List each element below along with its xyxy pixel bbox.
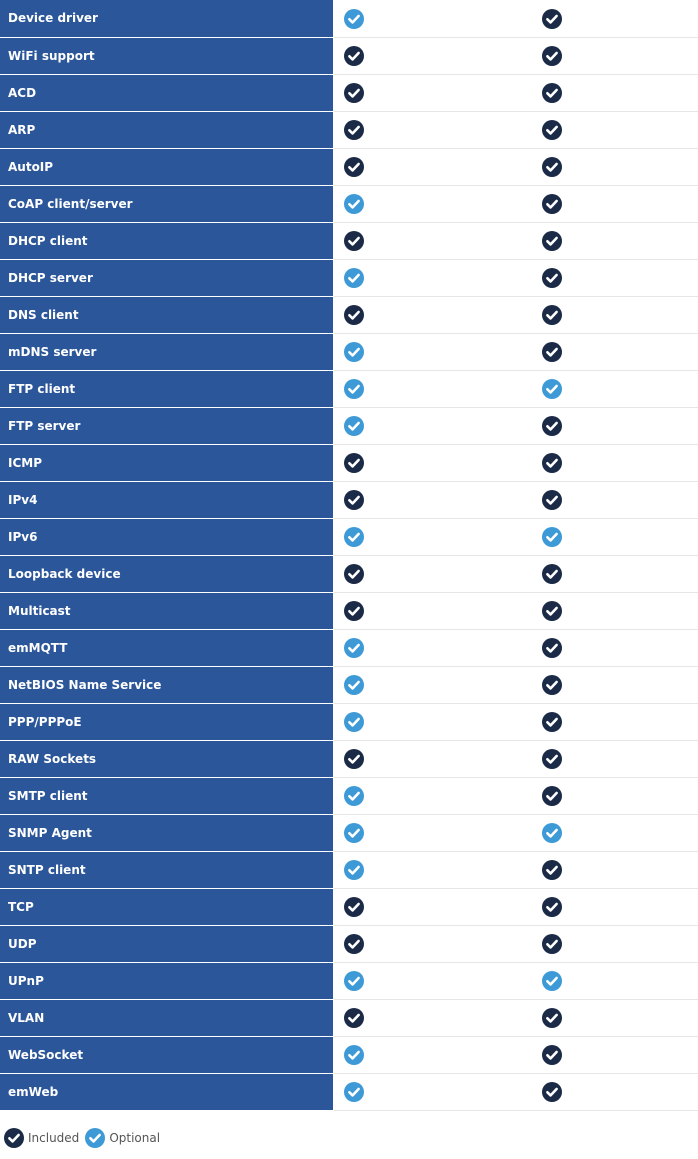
feature-name: SMTP client [0, 777, 333, 814]
column-b-cell [542, 37, 698, 74]
check-circle-included-icon [542, 9, 562, 29]
table-row [0, 111, 698, 148]
column-a-cell [333, 518, 542, 555]
legend [4, 1128, 166, 1148]
column-a-cell [333, 185, 542, 222]
feature-name: SNTP client [0, 851, 333, 888]
column-a-cell [333, 370, 542, 407]
check-circle-optional-icon [344, 9, 364, 29]
column-a-cell [333, 1036, 542, 1073]
check-circle-included-icon [344, 934, 364, 954]
legend-optional-label: Optional [109, 1131, 161, 1145]
table-row [0, 444, 698, 481]
column-a-cell [333, 296, 542, 333]
column-b-cell [542, 518, 698, 555]
check-circle-included-icon [542, 860, 562, 880]
column-b-cell [542, 407, 698, 444]
feature-name: ACD [0, 74, 333, 111]
column-b-cell [542, 777, 698, 814]
check-circle-optional-icon [344, 342, 364, 362]
feature-name: emMQTT [0, 629, 333, 666]
feature-name: TCP [0, 888, 333, 925]
column-b-cell [542, 333, 698, 370]
column-b-cell [542, 703, 698, 740]
feature-name: DNS client [0, 296, 333, 333]
table-row [0, 1036, 698, 1073]
check-circle-optional-icon [344, 712, 364, 732]
check-circle-optional-icon [344, 971, 364, 991]
feature-name: mDNS server [0, 333, 333, 370]
check-circle-included-icon [542, 120, 562, 140]
check-circle-included-icon [542, 1008, 562, 1028]
check-circle-included-icon [542, 157, 562, 177]
column-a-cell [333, 111, 542, 148]
feature-name: FTP client [0, 370, 333, 407]
column-a-cell [333, 777, 542, 814]
check-circle-optional-icon [344, 379, 364, 399]
feature-name: ICMP [0, 444, 333, 481]
table-row [0, 518, 698, 555]
column-a-cell [333, 703, 542, 740]
check-circle-included-icon [344, 897, 364, 917]
table-row [0, 999, 698, 1036]
feature-name: DHCP server [0, 259, 333, 296]
check-circle-included-icon [542, 786, 562, 806]
table-row [0, 703, 698, 740]
column-a-cell [333, 0, 542, 37]
check-circle-included-icon [542, 1045, 562, 1065]
feature-name: DHCP client [0, 222, 333, 259]
column-a-cell [333, 333, 542, 370]
table-row [0, 296, 698, 333]
legend-optional [85, 1128, 160, 1148]
check-circle-included-icon [542, 490, 562, 510]
column-a-cell [333, 925, 542, 962]
check-circle-included-icon [542, 231, 562, 251]
check-circle-optional-icon [344, 527, 364, 547]
column-a-cell [333, 1073, 542, 1110]
table-row [0, 481, 698, 518]
table-row [0, 1073, 698, 1110]
check-circle-optional-icon [344, 416, 364, 436]
column-b-cell [542, 148, 698, 185]
check-circle-included-icon [542, 453, 562, 473]
column-b-cell [542, 814, 698, 851]
feature-name: Device driver [0, 0, 333, 37]
column-a-cell [333, 259, 542, 296]
table-row [0, 259, 698, 296]
column-b-cell [542, 925, 698, 962]
table-row [0, 222, 698, 259]
column-a-cell [333, 37, 542, 74]
check-circle-optional-icon [542, 527, 562, 547]
column-a-cell [333, 962, 542, 999]
feature-name: UPnP [0, 962, 333, 999]
table-row [0, 629, 698, 666]
column-b-cell [542, 1073, 698, 1110]
check-circle-optional-icon [542, 823, 562, 843]
column-a-cell [333, 740, 542, 777]
check-circle-included-icon [542, 268, 562, 288]
column-a-cell [333, 555, 542, 592]
column-b-cell [542, 111, 698, 148]
check-circle-included-icon [344, 601, 364, 621]
feature-name: PPP/PPPoE [0, 703, 333, 740]
check-circle-included-icon [542, 194, 562, 214]
check-circle-included-icon [344, 305, 364, 325]
check-circle-optional-icon [344, 268, 364, 288]
check-circle-included-icon [344, 1008, 364, 1028]
check-circle-optional-icon [344, 1045, 364, 1065]
column-b-cell [542, 1036, 698, 1073]
check-circle-included-icon [4, 1128, 24, 1148]
check-circle-included-icon [344, 120, 364, 140]
feature-name: IPv6 [0, 518, 333, 555]
column-b-cell [542, 222, 698, 259]
column-b-cell [542, 0, 698, 37]
check-circle-optional-icon [344, 194, 364, 214]
table-row [0, 888, 698, 925]
feature-name: CoAP client/server [0, 185, 333, 222]
column-a-cell [333, 481, 542, 518]
check-circle-included-icon [344, 490, 364, 510]
check-circle-included-icon [344, 749, 364, 769]
feature-name: emWeb [0, 1073, 333, 1110]
column-b-cell [542, 481, 698, 518]
table-row [0, 962, 698, 999]
column-b-cell [542, 740, 698, 777]
table-row [0, 555, 698, 592]
column-b-cell [542, 74, 698, 111]
check-circle-included-icon [344, 231, 364, 251]
table-row [0, 740, 698, 777]
legend-included-label: Included [28, 1131, 80, 1145]
check-circle-included-icon [344, 83, 364, 103]
check-circle-included-icon [542, 416, 562, 436]
check-circle-included-icon [344, 46, 364, 66]
feature-name: NetBIOS Name Service [0, 666, 333, 703]
column-a-cell [333, 629, 542, 666]
column-a-cell [333, 851, 542, 888]
check-circle-optional-icon [344, 823, 364, 843]
table-row [0, 814, 698, 851]
check-circle-included-icon [542, 897, 562, 917]
column-a-cell [333, 814, 542, 851]
feature-name: VLAN [0, 999, 333, 1036]
column-a-cell [333, 592, 542, 629]
check-circle-included-icon [344, 453, 364, 473]
feature-name: RAW Sockets [0, 740, 333, 777]
column-a-cell [333, 407, 542, 444]
check-circle-optional-icon [542, 971, 562, 991]
check-circle-included-icon [344, 564, 364, 584]
legend-included [4, 1128, 79, 1148]
feature-name: WebSocket [0, 1036, 333, 1073]
table-row [0, 777, 698, 814]
check-circle-included-icon [542, 934, 562, 954]
column-b-cell [542, 444, 698, 481]
table-row [0, 407, 698, 444]
column-b-cell [542, 185, 698, 222]
column-a-cell [333, 888, 542, 925]
check-circle-included-icon [542, 601, 562, 621]
column-b-cell [542, 592, 698, 629]
check-circle-included-icon [542, 712, 562, 732]
column-b-cell [542, 666, 698, 703]
table-row [0, 148, 698, 185]
column-b-cell [542, 851, 698, 888]
feature-name: WiFi support [0, 37, 333, 74]
feature-name: ARP [0, 111, 333, 148]
column-b-cell [542, 259, 698, 296]
feature-name: Multicast [0, 592, 333, 629]
check-circle-included-icon [542, 342, 562, 362]
check-circle-included-icon [542, 564, 562, 584]
check-circle-included-icon [542, 749, 562, 769]
column-a-cell [333, 999, 542, 1036]
feature-name: Loopback device [0, 555, 333, 592]
check-circle-optional-icon [85, 1128, 105, 1148]
column-a-cell [333, 444, 542, 481]
feature-name: AutoIP [0, 148, 333, 185]
check-circle-optional-icon [344, 786, 364, 806]
check-circle-included-icon [542, 305, 562, 325]
table-row [0, 185, 698, 222]
column-b-cell [542, 629, 698, 666]
check-circle-included-icon [344, 157, 364, 177]
feature-name: UDP [0, 925, 333, 962]
check-circle-included-icon [542, 1082, 562, 1102]
column-b-cell [542, 370, 698, 407]
check-circle-included-icon [542, 675, 562, 695]
feature-name: SNMP Agent [0, 814, 333, 851]
check-circle-optional-icon [542, 379, 562, 399]
table-row [0, 851, 698, 888]
column-b-cell [542, 962, 698, 999]
table-row [0, 37, 698, 74]
column-b-cell [542, 888, 698, 925]
column-b-cell [542, 999, 698, 1036]
column-b-cell [542, 555, 698, 592]
check-circle-included-icon [542, 83, 562, 103]
table-row [0, 666, 698, 703]
column-a-cell [333, 222, 542, 259]
column-b-cell [542, 296, 698, 333]
column-a-cell [333, 74, 542, 111]
check-circle-optional-icon [344, 675, 364, 695]
column-a-cell [333, 666, 542, 703]
feature-name: FTP server [0, 407, 333, 444]
check-circle-optional-icon [344, 1082, 364, 1102]
table-row [0, 592, 698, 629]
table-row [0, 333, 698, 370]
check-circle-included-icon [542, 638, 562, 658]
table-row [0, 925, 698, 962]
check-circle-optional-icon [344, 638, 364, 658]
table-row [0, 74, 698, 111]
table-row [0, 370, 698, 407]
check-circle-included-icon [542, 46, 562, 66]
table-row [0, 0, 698, 37]
column-a-cell [333, 148, 542, 185]
feature-name: IPv4 [0, 481, 333, 518]
check-circle-optional-icon [344, 860, 364, 880]
